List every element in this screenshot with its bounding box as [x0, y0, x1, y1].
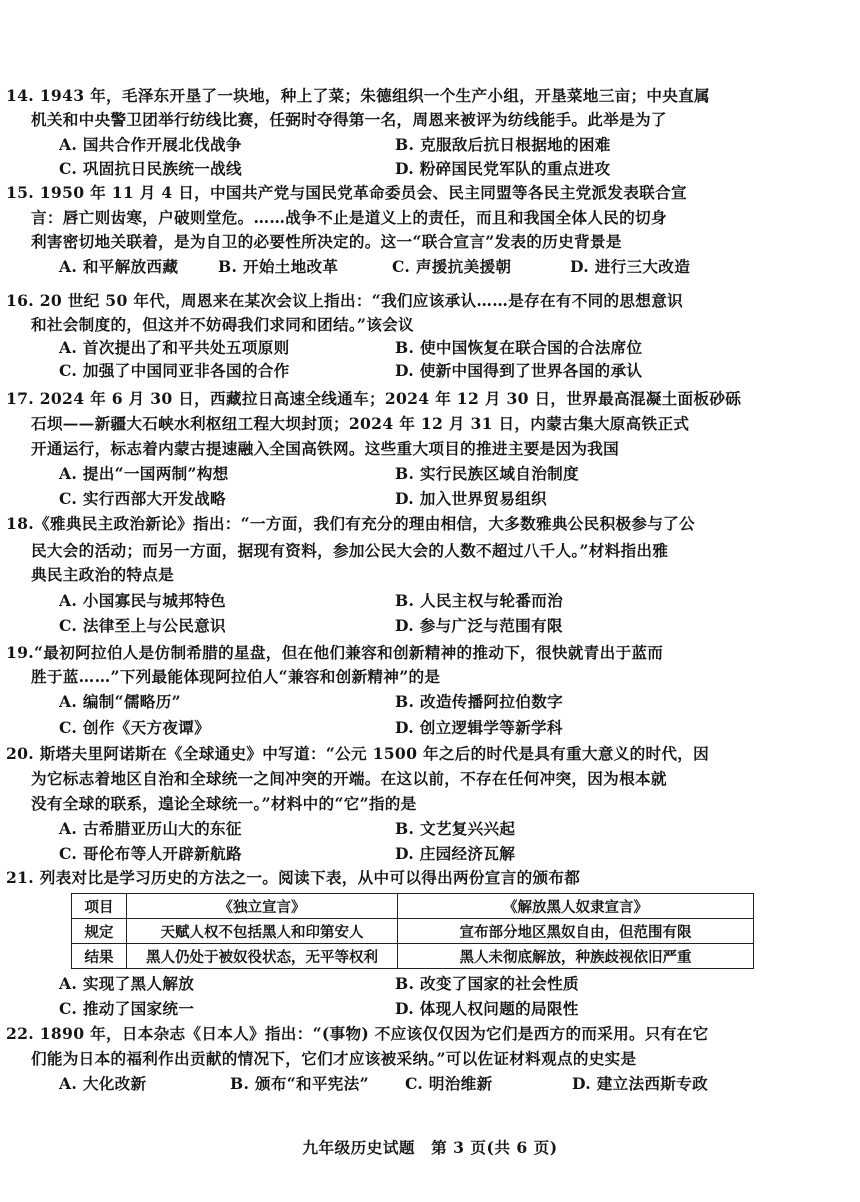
q17-stem-line-2: 石坝——新疆大石峡水利枢纽工程大坝封顶；2024 年 12 月 31 日，内蒙古集大原高铁正式	[31, 414, 690, 433]
q15-stem-line-2: 言：唇亡则齿寒，户破则堂危。……战争不止是道义上的责任，而且和我国全体人民的切身	[31, 208, 667, 227]
table-row	[72, 944, 754, 969]
q14-option-c: C. 巩固抗日民族统一战线	[59, 159, 242, 178]
table-cell: 宣布部分地区黑奴自由，但范围有限	[398, 919, 754, 944]
q22-stem-line-2: 们能为日本的福利作出贡献的情况下，它们才应该被采纳。”可以佐证材料观点的史实是	[31, 1049, 637, 1068]
q18-stem-line-3: 典民主政治的特点是	[31, 565, 175, 584]
table-row	[72, 919, 754, 944]
q22-stem-line-1: 22. 1890 年，日本杂志《日本人》指出：“(事物) 不应该仅仅因为它们是西方的而采用。只有在它	[6, 1024, 709, 1043]
q15-option-b: B. 开始土地改革	[218, 257, 339, 276]
q21-stem-line-1: 21. 列表对比是学习历史的方法之一。阅读下表，从中可以得出两份宣言的颁布都	[6, 868, 581, 887]
q16-stem-line-2: 和社会制度的，但这并不妨碍我们求同和团结。”该会议	[31, 315, 414, 334]
table-cell: 天赋人权不包括黑人和印第安人	[127, 919, 398, 944]
q16-option-a: A. 首次提出了和平共处五项原则	[59, 338, 290, 357]
q18-stem-line-1: 18.《雅典民主政治新论》指出：“一方面，我们有充分的理由相信，大多数雅典公民积极参与了公	[6, 514, 695, 533]
q20-option-a: A. 古希腊亚历山大的东征	[59, 819, 242, 838]
q14-option-b: B. 克服敌后抗日根据地的困难	[395, 135, 611, 154]
q17-option-a: A. 提出“一国两制”构想	[59, 464, 229, 483]
q20-stem-line-1: 20. 斯塔夫里阿诺斯在《全球通史》中写道：“公元 1500 年之后的时代是具有重大意义的时代，因	[6, 744, 710, 763]
table-header-row	[72, 894, 754, 919]
q14-option-a: A. 国共合作开展北伐战争	[59, 135, 242, 154]
q17-option-d: D. 加入世界贸易组织	[395, 489, 547, 508]
comparison-table	[71, 893, 754, 969]
q20-stem-line-2: 为它标志着地区自治和全球统一之间冲突的开端。在这以前，不存在任何冲突，因为根本就	[31, 769, 667, 788]
q15-stem-line-3: 利害密切地关联着，是为自卫的必要性所决定的。这一“联合宣言”发表的历史背景是	[31, 232, 622, 251]
q18-option-c: C. 法律至上与公民意识	[59, 616, 226, 635]
q14-stem-line-1: 14. 1943 年，毛泽东开垦了一块地，种上了菜；朱德组织一个生产小组，开垦菜地三亩；中央直属	[6, 86, 710, 105]
q22-option-d: D. 建立法西斯专政	[572, 1074, 708, 1093]
q14-option-d: D. 粉碎国民党军队的重点进攻	[395, 159, 611, 178]
table-header-cell: 《解放黑人奴隶宣言》	[398, 894, 754, 919]
q19-option-d: D. 创立逻辑学等新学科	[395, 718, 563, 737]
q15-option-a: A. 和平解放西藏	[59, 257, 179, 276]
q19-option-b: B. 改造传播阿拉伯数字	[395, 692, 563, 711]
q21-option-a: A. 实现了黑人解放	[59, 974, 195, 993]
q17-stem-line-3: 开通运行，标志着内蒙古提速融入全国高铁网。这些重大项目的推进主要是因为我国	[31, 439, 620, 458]
q21-option-c: C. 推动了国家统一	[59, 999, 195, 1018]
q17-stem-line-1: 17. 2024 年 6 月 30 日，西藏拉日高速全线通车；2024 年 12 月 30 日，世界最高混凝土面板砂砾	[6, 389, 742, 408]
q16-stem-line-1: 16. 20 世纪 50 年代，周恩来在某次会议上指出：“我们应该承认……是存在有不同的思想意识	[6, 291, 683, 310]
q16-option-c: C. 加强了中国同亚非各国的合作	[59, 361, 290, 380]
table-header-cell: 项目	[72, 894, 127, 919]
q19-option-c: C. 创作《天方夜谭》	[59, 718, 211, 737]
q20-option-b: B. 文艺复兴兴起	[395, 819, 516, 838]
table-header-cell: 《独立宣言》	[127, 894, 398, 919]
q20-stem-line-3: 没有全球的联系，遑论全球统一。”材料中的“它”指的是	[31, 794, 417, 813]
q15-option-c: C. 声援抗美援朝	[392, 257, 512, 276]
q15-option-d: D. 进行三大改造	[570, 257, 691, 276]
q22-option-b: B. 颁布“和平宪法”	[230, 1074, 369, 1093]
q18-option-b: B. 人民主权与轮番而治	[395, 591, 563, 610]
q22-option-c: C. 明治维新	[405, 1074, 493, 1093]
table-cell: 规定	[72, 919, 127, 944]
q16-option-d: D. 使新中国得到了世界各国的承认	[395, 361, 643, 380]
q19-option-a: A. 编制“儒略历”	[59, 692, 181, 711]
q20-option-d: D. 庄园经济瓦解	[395, 844, 516, 863]
table-cell: 黑人未彻底解放，种族歧视依旧严重	[398, 944, 754, 969]
q15-stem-line-1: 15. 1950 年 11 月 4 日，中国共产党与国民党革命委员会、民主同盟等各民主党派发表联合宣	[6, 183, 687, 202]
q22-option-a: A. 大化改新	[59, 1074, 147, 1093]
q17-option-b: B. 实行民族区域自治制度	[395, 464, 579, 483]
table-cell: 黑人仍处于被奴役状态，无平等权利	[127, 944, 398, 969]
q17-option-c: C. 实行西部大开发战略	[59, 489, 226, 508]
q19-stem-line-2: 胜于蓝……”下列最能体现阿拉伯人“兼容和创新精神”的是	[31, 667, 441, 686]
q19-stem-line-1: 19.“最初阿拉伯人是仿制希腊的星盘，但在他们兼容和创新精神的推动下，很快就青出于蓝而	[6, 643, 664, 662]
q21-option-d: D. 体现人权问题的局限性	[395, 999, 579, 1018]
q14-stem-line-2: 机关和中央警卫团举行纺线比赛，任弼时夺得第一名，周恩来被评为纺线能手。此举是为了	[31, 110, 667, 129]
q21-option-b: B. 改变了国家的社会性质	[395, 974, 579, 993]
q18-option-d: D. 参与广泛与范围有限	[395, 616, 563, 635]
table-cell: 结果	[72, 944, 127, 969]
q20-option-c: C. 哥伦布等人开辟新航路	[59, 844, 242, 863]
q16-option-b: B. 使中国恢复在联合国的合法席位	[395, 338, 643, 357]
q18-stem-line-2: 民大会的活动；而另一方面，据现有资料，参加公民大会的人数不超过八千人。”材料指出雅	[31, 541, 669, 560]
page-footer: 九年级历史试题 第 3 页(共 6 页)	[302, 1138, 558, 1157]
q18-option-a: A. 小国寡民与城邦特色	[59, 591, 226, 610]
